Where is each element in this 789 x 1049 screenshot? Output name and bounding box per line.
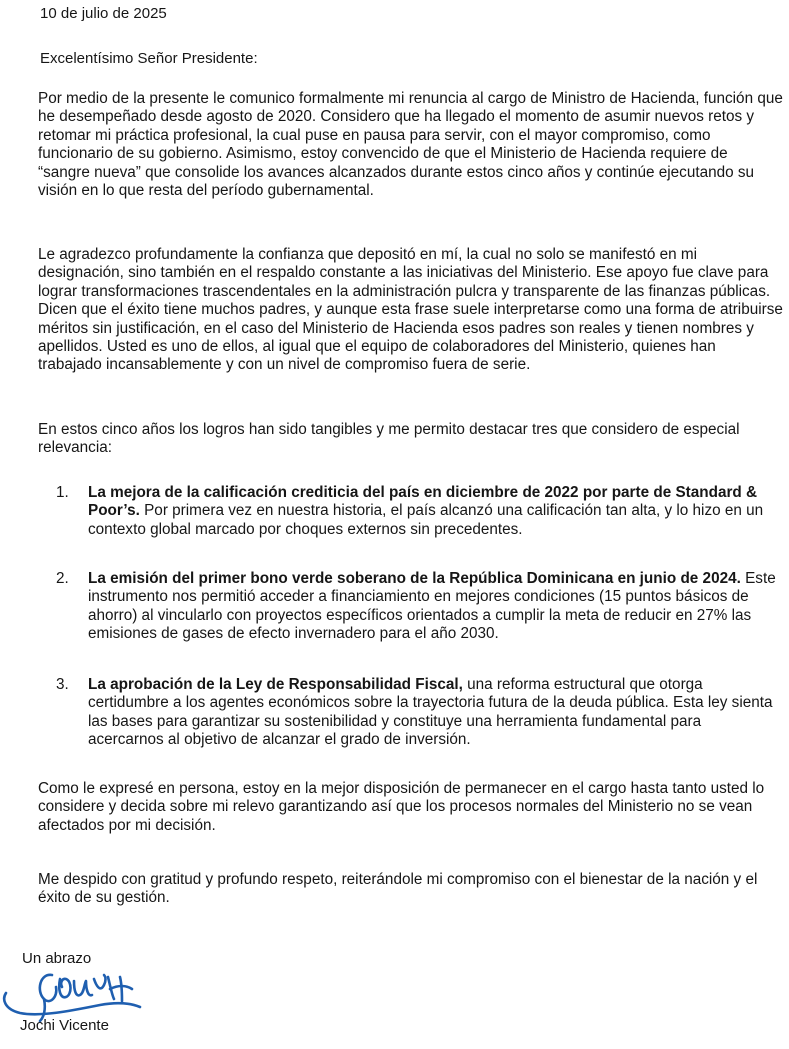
list-item-body xyxy=(88,676,776,750)
list-item-text: una reforma estructural que otorga certidumbre a los agentes económicos sobre la trayectoria futura de la deuda pública. Esta ley sienta las bases para garantizar su sostenibilidad y constituye una herramienta fundamental para acercarnos al objetivo de alcanzar el grado de inversión. xyxy=(88,676,773,749)
list-item-body xyxy=(88,570,776,644)
list-item-heading: La emisión del primer bono verde soberano de la República Dominicana en junio de 2024. xyxy=(88,570,741,587)
closing: Un abrazo xyxy=(22,950,92,967)
list-item-text: Este instrumento nos permitió acceder a financiamiento en mejores condiciones (15 puntos básicos de ahorro) al vincularlo con proyectos específicos orientados a cumplir la meta de reducir en 27% las emisiones de gases de efecto invernadero para el año 2030. xyxy=(88,570,776,643)
list-item-number: 3. xyxy=(56,676,69,693)
letter-date: 10 de julio de 2025 xyxy=(40,5,167,22)
list-item-heading: La mejora de la calificación crediticia del país en diciembre de 2022 por parte de Standard & Poor’s. xyxy=(88,484,758,520)
paragraph-achievements-intro: En estos cinco años los logros han sido tangibles y me permito destacar tres que considero de especial relevancia: xyxy=(38,421,740,457)
list-item-number: 1. xyxy=(56,484,69,501)
paragraph-availability: Como le expresé en persona, estoy en la mejor disposición de permanecer en el cargo hasta tanto usted lo considere y decida sobre mi relevo garantizando así que los procesos normales del Ministerio no se vean afectados por mi decisión. xyxy=(38,780,765,834)
salutation: Excelentísimo Señor Presidente: xyxy=(40,50,258,67)
list-item xyxy=(56,484,776,539)
paragraph-resignation: Por medio de la presente le comunico formalmente mi renuncia al cargo de Ministro de Hacienda, función que he desempeñado desde agosto de 2020. Considero que ha llegado el momento de asumir nuevos retos y retomar mi práctica profesional, la cual puse en pausa para servir, con el mayor compromiso, como funcionario de su gobierno. Asimismo, estoy convencido de que el Ministerio de Hacienda requiere de “sangre nueva” que consolide los avances alcanzados durante estos cinco años y continúe ejecutando su visión en lo que resta del período gubernamental. xyxy=(38,90,783,200)
list-item-number: 2. xyxy=(56,570,69,587)
paragraph-gratitude: Le agradezco profundamente la confianza que depositó en mí, la cual no solo se manifestó en mi designación, sino también en el respaldo constante a las iniciativas del Ministerio. Ese apoyo fue clave para lograr transformaciones trascendentales en la administración pulcra y transparente de las finanzas públicas. Dicen que el éxito tiene muchos padres, y aunque esta frase suele interpretarse como una forma de atribuirse méritos sin justificación, en el caso del Ministerio de Hacienda esos padres son reales y tienen nombres y apellidos. Usted es uno de ellos, al igual que el equipo de colaboradores del Ministerio, quienes han trabajado incansablemente y con un nivel de compromiso fuera de serie. xyxy=(38,246,783,374)
list-item xyxy=(56,676,776,750)
list-item xyxy=(56,570,776,644)
signer-name: Jochi Vicente xyxy=(20,1017,109,1034)
list-item-body xyxy=(88,484,776,539)
list-item-heading: La aprobación de la Ley de Responsabilidad Fiscal, xyxy=(88,676,463,693)
list-item-text: Por primera vez en nuestra historia, el país alcanzó una calificación tan alta, y lo hizo en un contexto global marcado por choques externos sin precedentes. xyxy=(88,502,764,538)
paragraph-farewell: Me despido con gratitud y profundo respeto, reiterándole mi compromiso con el bienestar de la nación y el éxito de su gestión. xyxy=(38,871,758,907)
